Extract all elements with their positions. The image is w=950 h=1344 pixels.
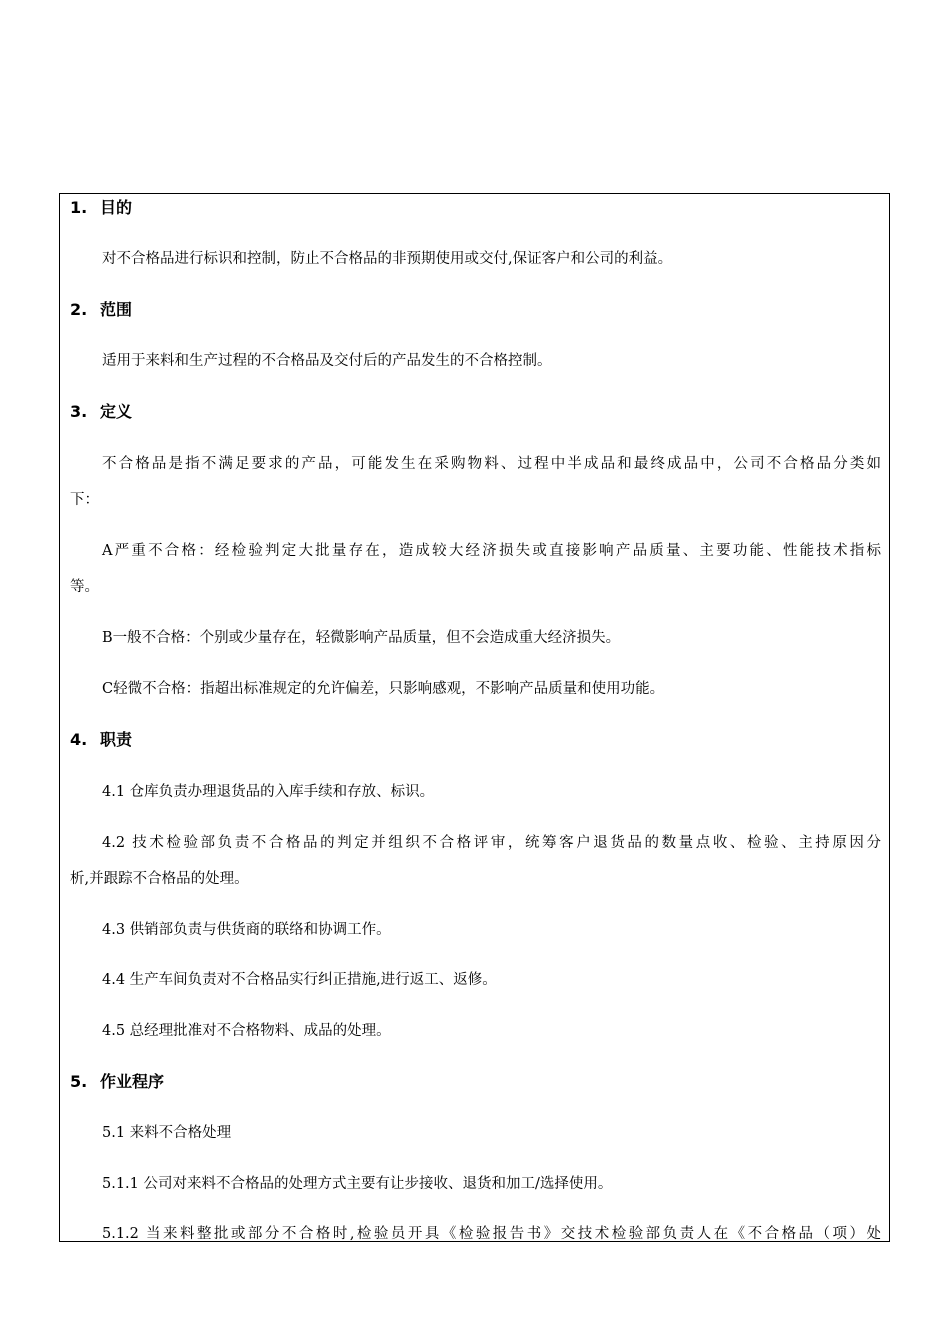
paragraph-duty-4-3: 4.3 供销部负责与供货商的联络和协调工作。	[102, 922, 391, 938]
section-title: 作业程序	[100, 1072, 165, 1091]
section-heading-1	[70, 197, 881, 219]
paragraph-class-a-line1: A严重不合格：经检验判定大批量存在，造成较大经济损失或直接影响产品质量、主要功能、性能技术指标	[102, 543, 881, 559]
section-heading-2	[70, 299, 881, 321]
section-number: 5.	[70, 1072, 88, 1091]
section-heading-3	[70, 401, 881, 423]
section-heading-5	[70, 1071, 881, 1093]
section-number: 4.	[70, 730, 88, 749]
section-heading-4	[70, 729, 881, 751]
paragraph-purpose: 对不合格品进行标识和控制，防止不合格品的非预期使用或交付,保证客户和公司的利益。	[102, 251, 673, 267]
paragraph-duty-4-4: 4.4 生产车间负责对不合格品实行纠正措施,进行返工、返修。	[102, 972, 497, 988]
section-title: 范围	[100, 300, 133, 319]
document-frame	[59, 193, 890, 1242]
paragraph-definition-line1: 不合格品是指不满足要求的产品，可能发生在采购物料、过程中半成品和最终成品中，公司不合格品分类如	[102, 456, 881, 472]
paragraph-duty-4-1: 4.1 仓库负责办理退货品的入库手续和存放、标识。	[102, 784, 435, 800]
paragraph-procedure-5-1-1: 5.1.1 公司对来料不合格品的处理方式主要有让步接收、退货和加工/选择使用。	[102, 1176, 613, 1192]
paragraph-duty-4-2-line1: 4.2 技术检验部负责不合格品的判定并组织不合格评审，统筹客户退货品的数量点收、检验、主持原因分	[102, 835, 881, 851]
section-number: 3.	[70, 402, 88, 421]
section-number: 2.	[70, 300, 88, 319]
paragraph-duty-4-5: 4.5 总经理批准对不合格物料、成品的处理。	[102, 1023, 391, 1039]
paragraph-class-c: C轻微不合格：指超出标准规定的允许偏差，只影响感观，不影响产品质量和使用功能。	[102, 681, 665, 697]
section-title: 目的	[100, 198, 133, 217]
paragraph-class-a-line2: 等。	[70, 579, 99, 595]
section-number: 1.	[70, 198, 88, 217]
paragraph-scope: 适用于来料和生产过程的不合格品及交付后的产品发生的不合格控制。	[102, 353, 552, 369]
paragraph-procedure-5-1: 5.1 来料不合格处理	[102, 1125, 232, 1141]
paragraph-procedure-5-1-2: 5.1.2 当来料整批或部分不合格时,检验员开具《检验报告书》交技术检验部负责人在《不合格品（项）处	[102, 1226, 881, 1242]
section-title: 职责	[100, 730, 133, 749]
paragraph-duty-4-2-line2: 析,并跟踪不合格品的处理。	[70, 871, 249, 887]
section-title: 定义	[100, 402, 133, 421]
paragraph-definition-line2: 下：	[70, 492, 99, 508]
paragraph-class-b: B一般不合格：个别或少量存在，轻微影响产品质量，但不会造成重大经济损失。	[102, 630, 621, 646]
